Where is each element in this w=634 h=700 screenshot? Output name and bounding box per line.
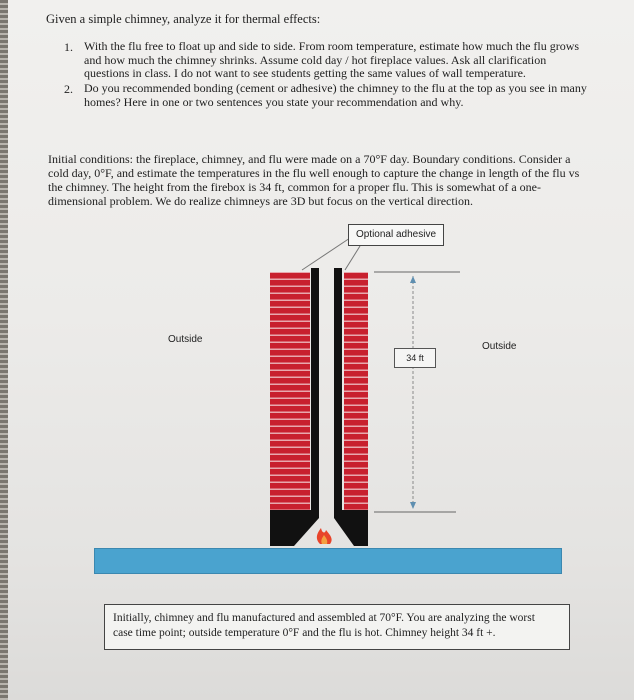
question-2-line-2: homes? Here in one or two sentences you state your recommendation and why. [84,94,464,109]
question-1-line-2: and how much the chimney shrinks. Assume cold day / hot fireplace values. Ask all clarification [84,52,547,67]
note-line-2: case time point; outside temperature 0°F and the flu is hot. Chimney height 34 ft +. [113,627,496,639]
height-arrow-top [410,276,416,283]
adhesive-label: Optional adhesive [348,224,444,246]
outside-left-label: Outside [168,334,203,345]
question-2-line-1: Do you recommended bonding (cement or adhesive) the chimney to the flu at the top as you see in many [84,81,587,95]
height-label: 34 ft [394,348,436,368]
initial-conditions-line-4: dimensional problem. We do realize chimneys are 3D but focus on the vertical direction. [48,194,474,208]
note-box [104,604,570,650]
intro-text: Given a simple chimney, analyze it for thermal effects: [46,12,321,26]
question-1-line-3: questions in class. I do not want to see students getting the same values of wall temperature. [84,66,526,80]
adhesive-pointer-right [345,246,360,270]
flu-right-wall [334,268,342,518]
ground-slab [94,548,562,574]
outside-right-label: Outside [482,341,517,352]
firebox-left [270,510,319,546]
initial-conditions-line-2: cold day, 0°F, and estimate the temperatures in the flu well enough to capture the change in length of the flu vs [48,166,580,180]
flu-left-wall [311,268,319,518]
chimney-right-wall [344,272,368,510]
paper-sheet [8,0,634,700]
chimney-diagram [8,0,634,700]
chimney-left-wall [270,272,310,510]
firebox-right [334,510,368,546]
question-1-line-1: With the flu free to float up and side to side. From room temperature, estimate how much the flu grows [84,39,580,53]
initial-conditions-line-1: Initial conditions: the fireplace, chimney, and flu were made on a 70°F day. Boundary conditions. Consider a [48,152,571,166]
initial-conditions-line-3: the chimney. The height from the firebox is 34 ft, common for a proper flu. This is somewhat of a one- [48,180,541,194]
adhesive-pointer-left [302,236,353,270]
notebook-spine [0,0,8,700]
question-2-number: 2. [64,82,73,96]
height-arrow-bottom [410,502,416,509]
note-text [113,611,563,641]
note-line-1: Initially, chimney and flu manufactured and assembled at 70°F. You are analyzing the worst [113,612,535,624]
question-1-number: 1. [64,40,73,54]
